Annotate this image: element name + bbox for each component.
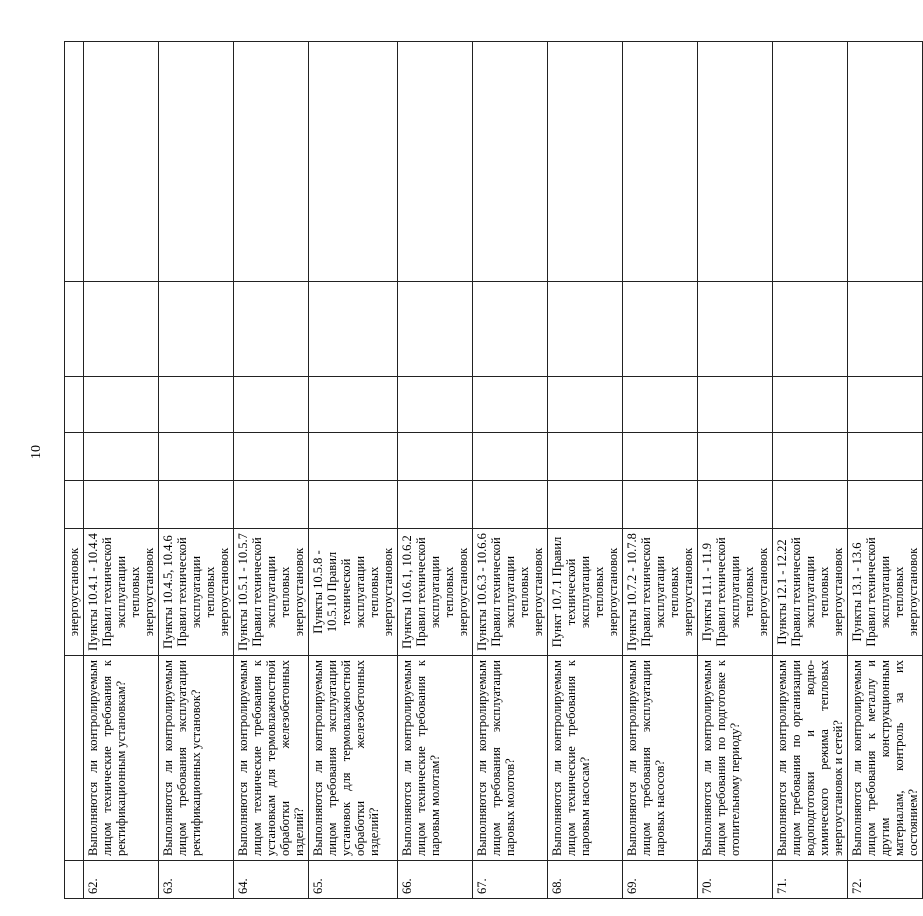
cell-ref: Пункты 12.1 - 12.22 Правил технической эксплуатации тепловых энергоустановок: [773, 529, 848, 656]
table-row: [773, 42, 848, 899]
cell-empty: [84, 282, 159, 377]
cell-empty: [234, 282, 309, 377]
cell-empty: [623, 377, 698, 433]
table-row: [234, 42, 309, 899]
table-row: [309, 42, 398, 899]
table-row: [548, 42, 623, 899]
cell-empty: [623, 481, 698, 529]
cell-empty: [698, 433, 773, 481]
cell-empty: [398, 377, 473, 433]
cell-ref: Пункты 10.5.1 - 10.5.7 Правил технической эксплуатации тепловых энергоустановок: [234, 529, 309, 656]
cell-num: 62.: [84, 861, 159, 899]
cell-empty: [773, 433, 848, 481]
cell-num: 65.: [309, 861, 398, 899]
cell-empty: [548, 433, 623, 481]
cell-empty: [65, 433, 84, 481]
cell-num: 72.: [848, 861, 923, 899]
table-row: [623, 42, 698, 899]
cell-empty: [159, 481, 234, 529]
cell-empty: [84, 433, 159, 481]
cell-empty: [548, 42, 623, 282]
cell-question: Выполняются ли контролируемым лицом требования по организации водоподготовки и водно-химического режима тепловых энергоустановок и сетей?: [773, 656, 848, 861]
cell-empty: [398, 433, 473, 481]
cell-empty: [698, 42, 773, 282]
cell-ref: Пункты 10.6.3 - 10.6.6 Правил технической эксплуатации тепловых энергоустановок: [473, 529, 548, 656]
cell-empty: [309, 433, 398, 481]
cell-question: Выполняются ли контролируемым лицом технические требования к ректификационным установкам?: [84, 656, 159, 861]
cell-empty: [848, 377, 923, 433]
cell-empty: [309, 282, 398, 377]
cell-question: Выполняются ли контролируемым лицом требования к металлу и другим конструкционным материалам, контроль за их состоянием?: [848, 656, 923, 861]
cell-question: Выполняются ли контролируемым лицом технические требования к установкам для термовлажностной обработки железобетонных изделий?: [234, 656, 309, 861]
cell-num: 70.: [698, 861, 773, 899]
cell-empty: [84, 377, 159, 433]
cell-empty: [398, 282, 473, 377]
table-row: [159, 42, 234, 899]
table-row-continuation: [65, 42, 84, 899]
cell-empty: [773, 481, 848, 529]
cell-empty: [473, 481, 548, 529]
cell-empty: [698, 377, 773, 433]
cell-ref: Пункты 13.1 - 13.6 Правил технической эксплуатации тепловых энергоустановок: [848, 529, 923, 656]
table-row: [473, 42, 548, 899]
cell-empty: [473, 42, 548, 282]
cell-ref: Пункты 10.4.5, 10.4.6 Правил технической эксплуатации тепловых энергоустановок: [159, 529, 234, 656]
table-row: [398, 42, 473, 899]
cell-ref: энергоустановок: [65, 529, 84, 656]
cell-empty: [309, 377, 398, 433]
cell-question: Выполняются ли контролируемым лицом технические требования к паровым молотам?: [398, 656, 473, 861]
cell-question: [65, 656, 84, 861]
cell-empty: [234, 377, 309, 433]
cell-empty: [848, 282, 923, 377]
cell-num: [65, 861, 84, 899]
cell-empty: [65, 282, 84, 377]
cell-question: Выполняются ли контролируемым лицом требования эксплуатации ректификационных установок?: [159, 656, 234, 861]
cell-empty: [309, 42, 398, 282]
cell-empty: [234, 42, 309, 282]
table-row: [84, 42, 159, 899]
cell-ref: Пункты 10.4.1 - 10.4.4 Правил технической эксплуатации тепловых энергоустановок: [84, 529, 159, 656]
cell-empty: [623, 433, 698, 481]
cell-empty: [773, 377, 848, 433]
cell-empty: [698, 481, 773, 529]
cell-question: Выполняются ли контролируемым лицом требования эксплуатации паровых молотов?: [473, 656, 548, 861]
cell-num: 66.: [398, 861, 473, 899]
cell-question: Выполняются ли контролируемым лицом технические требования к паровым насосам?: [548, 656, 623, 861]
cell-empty: [548, 377, 623, 433]
cell-empty: [773, 282, 848, 377]
cell-empty: [159, 282, 234, 377]
cell-question: Выполняются ли контролируемым лицом требования по подготовке к отопительному периоду?: [698, 656, 773, 861]
cell-empty: [473, 433, 548, 481]
cell-num: 68.: [548, 861, 623, 899]
cell-empty: [473, 377, 548, 433]
cell-question: Выполняются ли контролируемым лицом требования эксплуатации установок для термовлажностной обработки железобетонных изделий?: [309, 656, 398, 861]
cell-empty: [84, 42, 159, 282]
cell-ref: Пункты 11.1 - 11.9 Правил технической эксплуатации тепловых энергоустановок: [698, 529, 773, 656]
page-number: 10: [29, 445, 44, 459]
cell-empty: [65, 42, 84, 282]
cell-empty: [65, 481, 84, 529]
table-row: [848, 42, 923, 899]
cell-empty: [623, 282, 698, 377]
cell-ref: Пункты 10.5.8 - 10.5.10 Правил технической эксплуатации тепловых энергоустановок: [309, 529, 398, 656]
cell-question: Выполняются ли контролируемым лицом требования эксплуатации паровых насосов?: [623, 656, 698, 861]
cell-empty: [234, 481, 309, 529]
cell-num: 63.: [159, 861, 234, 899]
cell-ref: Пункт 10.7.1 Правил технической эксплуатации тепловых энергоустановок: [548, 529, 623, 656]
cell-empty: [84, 481, 159, 529]
cell-empty: [623, 42, 698, 282]
cell-num: 71.: [773, 861, 848, 899]
table-row: [698, 42, 773, 899]
cell-empty: [159, 42, 234, 282]
cell-num: 64.: [234, 861, 309, 899]
cell-empty: [398, 481, 473, 529]
rotated-table-sheet: [64, 42, 920, 899]
cell-empty: [848, 433, 923, 481]
cell-empty: [848, 42, 923, 282]
cell-empty: [159, 433, 234, 481]
cell-empty: [234, 433, 309, 481]
cell-empty: [65, 377, 84, 433]
cell-num: 67.: [473, 861, 548, 899]
cell-empty: [309, 481, 398, 529]
checklist-table: [64, 41, 923, 899]
cell-empty: [473, 282, 548, 377]
cell-empty: [398, 42, 473, 282]
cell-empty: [159, 377, 234, 433]
cell-ref: Пункты 10.6.1, 10.6.2 Правил технической эксплуатации тепловых энергоустановок: [398, 529, 473, 656]
cell-empty: [698, 282, 773, 377]
cell-empty: [548, 481, 623, 529]
cell-empty: [773, 42, 848, 282]
cell-num: 69.: [623, 861, 698, 899]
cell-empty: [548, 282, 623, 377]
cell-ref: Пункты 10.7.2 - 10.7.8 Правил технической эксплуатации тепловых энергоустановок: [623, 529, 698, 656]
cell-empty: [848, 481, 923, 529]
